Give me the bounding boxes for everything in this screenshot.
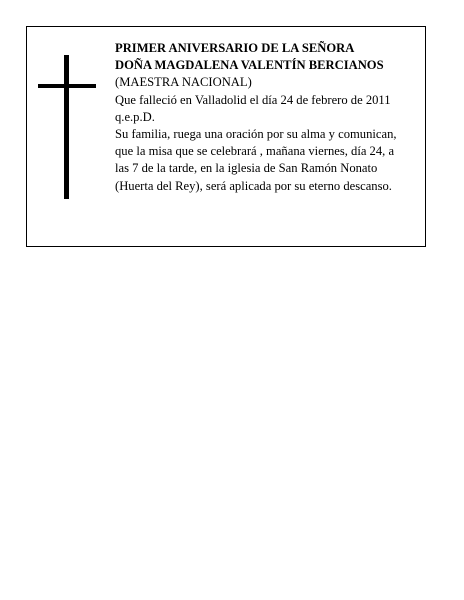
notice-body-line-3: las 7 de la tarde, en la iglesia de San Ramón Nonato: [115, 161, 378, 176]
notice-occupation: (MAESTRA NACIONAL): [115, 75, 252, 90]
notice-text: [115, 40, 425, 195]
notice-qepd: q.e.p.D.: [115, 109, 155, 124]
notice-death-info: Que falleció en Valladolid el día 24 de febrero de 2011: [115, 92, 391, 107]
notice-title-line-2: DOÑA MAGDALENA VALENTÍN BERCIANOS: [115, 58, 384, 73]
notice-body-line-2: que la misa que se celebrará , mañana viernes, día 24, a: [115, 144, 395, 159]
notice-title-line-1: PRIMER ANIVERSARIO DE LA SEÑORA: [115, 41, 355, 55]
cross-horizontal-bar: [38, 84, 96, 88]
notice-body-line-4: (Huerta del Rey), será aplicada por su eterno descanso.: [115, 178, 392, 193]
notice-body-line-1: Su familia, ruega una oración por su alma y comunican,: [115, 127, 397, 142]
obituary-notice-box: [26, 26, 426, 247]
cross-vertical-bar: [64, 55, 69, 199]
cross-icon: [38, 55, 96, 199]
